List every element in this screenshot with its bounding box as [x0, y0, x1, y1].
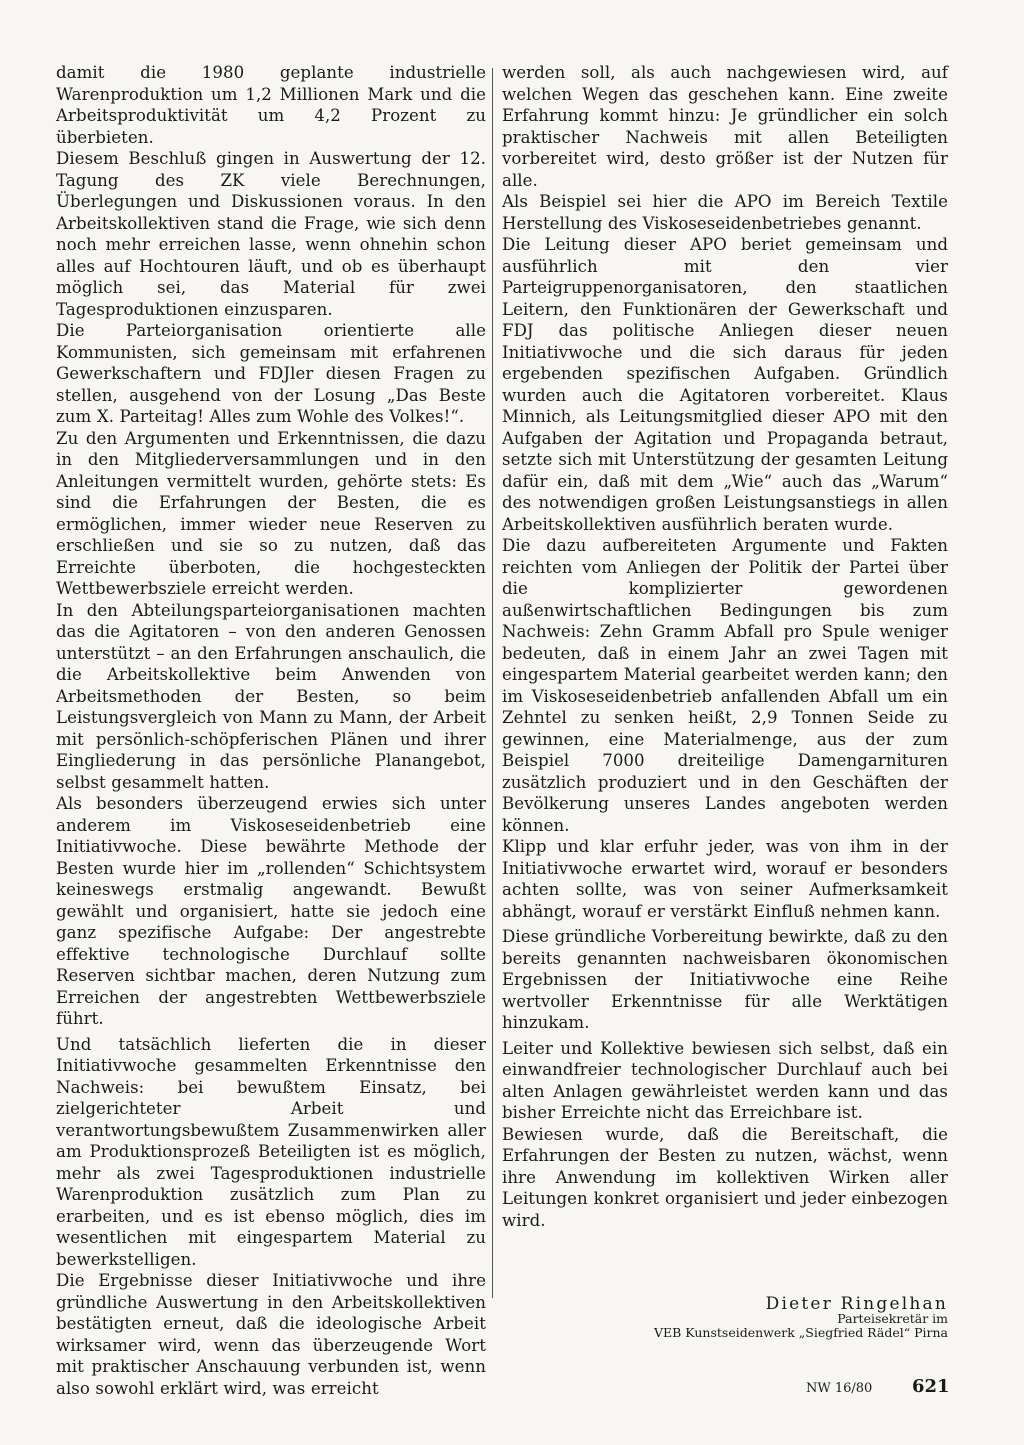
right-column — [502, 62, 948, 1231]
paragraph: Diesem Beschluß gingen in Auswertung der 12. Tagung des ZK viele Berechnungen, Überlegungen und Diskussionen voraus. In den Arbeitskollektiven stand die Frage, wie sich denn noch mehr erreichen lasse, wenn ohnehin schon alles auf Hochtouren läuft, und ob es überhaupt möglich sei, das Material für zwei Tagesproduktionen einzusparen. — [56, 149, 486, 319]
author-name: Dieter Ringelhan — [765, 1294, 948, 1314]
paragraph: Die Ergebnisse dieser Initiativwoche und ihre gründliche Auswertung in den Arbeitskollektiven bestätigten erneut, daß die ideologische Arbeit wirksamer wird, wenn das überzeugende Wort mit praktischer Anschauung verbunden ist, wenn also sowohl erklärt wird, was erreicht — [56, 1271, 486, 1398]
column-divider — [492, 68, 493, 1298]
paragraph: Diese gründliche Vorbereitung bewirkte, daß zu den bereits genannten nachweisbaren ökonomischen Ergebnissen der Initiativwoche eine Reihe wertvoller Erkenntnisse für alle Werktätigen hinzukam. — [502, 927, 948, 1032]
paragraph: Die Parteiorganisation orientierte alle Kommunisten, sich gemeinsam mit erfahrenen Gewerkschaftern und FDJler diesen Fragen zu stellen, ausgehend von der Losung „Das Beste zum X. Parteitag! Alles zum Wohle des Volkes!“. — [56, 321, 486, 426]
author-organization: VEB Kunstseidenwerk „Siegfried Rädel“ Pirna — [653, 1325, 948, 1340]
paragraph: werden soll, als auch nachgewiesen wird, auf welchen Wegen das geschehen kann. Eine zweite Erfahrung kommt hinzu: Je gründlicher ein solch praktischer Nachweis mit allen Beteiligten vorbereitet wird, desto größer ist der Nutzen für alle. — [502, 63, 948, 190]
paragraph: Bewiesen wurde, daß die Bereitschaft, die Erfahrungen der Besten zu nutzen, wächst, wenn ihre Anwendung im kollektiven Wirken aller Leitungen konkret organisiert und jeder einbezogen wird. — [502, 1124, 948, 1230]
paragraph: Als Beispiel sei hier die APO im Bereich Textile Herstellung des Viskoseseidenbetriebes genannt. — [502, 192, 948, 233]
paragraph: Leiter und Kollektive bewiesen sich selbst, daß ein einwandfreier technologischer Durchlauf auch bei alten Anlagen gewährleistet werden kann und das bisher Erreichte nicht das Erreichbare ist. — [502, 1038, 948, 1122]
left-column — [56, 62, 486, 1399]
author-role: Parteisekretär im — [837, 1311, 948, 1326]
paragraph: Die Leitung dieser APO beriet gemeinsam und ausführlich mit den vier Parteigruppenorganisatoren, den staatlichen Leitern, den Funktionären der Gewerkschaft und FDJ das politische Anliegen dieser neuen Initiativwoche und die sich daraus für jeden ergebenden spezifischen Aufgaben. Gründlich wurden auch die Agitatoren vorbereitet. Klaus Minnich, als Leitungsmitglied dieser APO mit den Aufgaben der Agitation und Propaganda betraut, setzte sich mit Unterstützung der gesamten Leitung dafür ein, daß mit dem „Wie“ auch das „Warum“ des notwendigen großen Leistungsanstiegs in allen Arbeitskollektiven ausführlich beraten wurde. — [502, 235, 948, 534]
paragraph: damit die 1980 geplante industrielle Warenproduktion um 1,2 Millionen Mark und die Arbeitsproduktivität um 4,2 Prozent zu überbieten. — [56, 63, 486, 147]
paragraph: In den Abteilungsparteiorganisationen machten das die Agitatoren – von den anderen Genossen unterstützt – an den Erfahrungen anschaulich, die die Arbeitskollektive beim Anwenden von Arbeitsmethoden der Besten, so beim Leistungsvergleich von Mann zu Mann, der Arbeit mit persönlich-schöpferischen Plänen und ihrer Eingliederung in das persönliche Planangebot, selbst gesammelt hatten. — [56, 600, 486, 792]
paragraph: Zu den Argumenten und Erkenntnissen, die dazu in den Mitgliederversammlungen und in den Anleitungen vermittelt wurden, gehörte stets: Es sind die Erfahrungen der Besten, die es ermöglichen, immer wieder neue Reserven zu erschließen und sie so zu nutzen, daß das Erreichte überboten, die hochgesteckten Wettbewerbsziele erreicht werden. — [56, 428, 486, 598]
paragraph: Und tatsächlich lieferten die in dieser Initiativwoche gesammelten Erkenntnisse den Nachweis: bei bewußtem Einsatz, bei zielgerichteter Arbeit und verantwortungsbewußtem Zusammenwirken aller am Produktionsprozeß Beteiligten ist es möglich, mehr als zwei Tagesproduktionen industrielle Warenproduktion zusätzlich zum Plan zu erarbeiten, und es ist ebenso möglich, dies im wesentlichen mit eingespartem Material zu bewerkstelligen. — [56, 1034, 486, 1269]
paragraph: Als besonders überzeugend erwies sich unter anderem im Viskoseseidenbetrieb eine Initiativwoche. Diese bewährte Methode der Besten wurde hier im „rollenden“ Schichtsystem keineswegs erstmalig angewandt. Bewußt gewählt und organisiert, hatte sie jedoch eine ganz spezifische Aufgabe: Der angestrebte effektive technologische Durchlauf sollte Reserven sichtbar machen, deren Nutzung zum Erreichen der angestrebten Wettbewerbsziele führt. — [56, 794, 486, 1028]
page-number: 621 — [912, 1376, 950, 1397]
paragraph: Die dazu aufbereiteten Argumente und Fakten reichten vom Anliegen der Politik der Partei über die komplizierter gewordenen außenwirtschaftlichen Bedingungen bis zum Nachweis: Zehn Gramm Abfall pro Spule weniger bedeuten, daß in einem Jahr an zwei Tagen mit eingespartem Material gearbeitet werden kann; den im Viskoseseidenbetrieb anfallenden Abfall um ein Zehntel zu senken heißt, 2,9 Tonnen Seide zu gewinnen, eine Materialmenge, aus der zum Beispiel 7000 dreiteilige Damengarnituren zusätzlich produziert und in den Geschäften der Bevölkerung unseres Landes angeboten werden können. — [502, 536, 948, 835]
paragraph: Klipp und klar erfuhr jeder, was von ihm in der Initiativwoche erwartet wird, worauf er besonders achten sollte, was von seiner Aufmerksamkeit abhängt, worauf er verstärkt Einfluß nehmen kann. — [502, 837, 948, 921]
issue-label: NW 16/80 — [806, 1381, 873, 1396]
